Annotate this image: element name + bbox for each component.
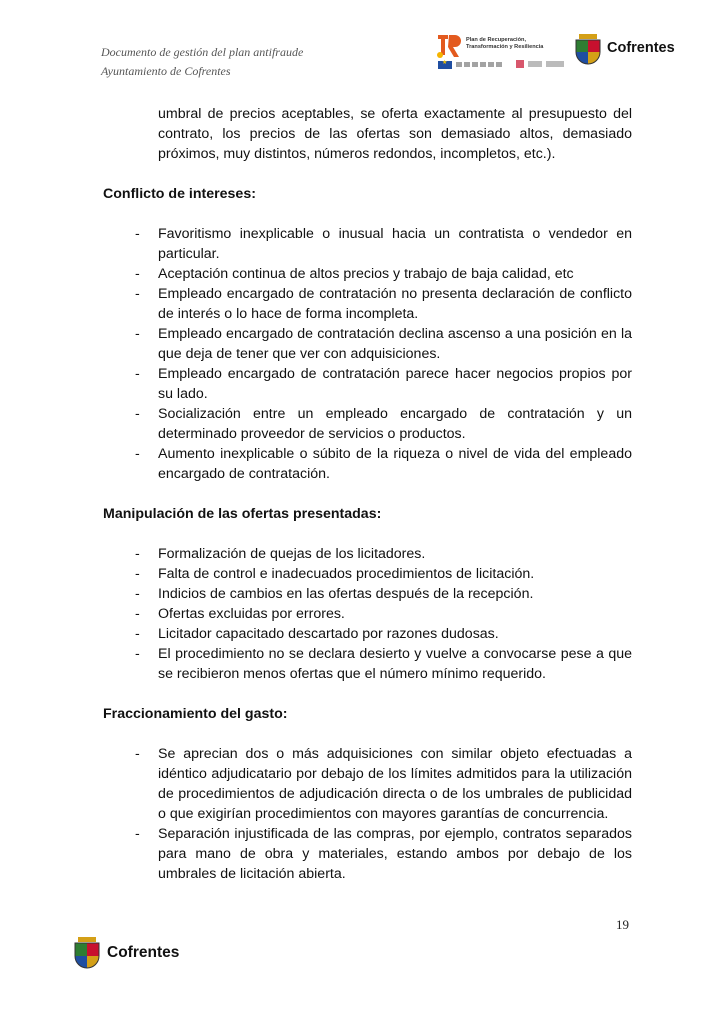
list-item: - Empleado encargado de contratación declina ascenso a una posición en la que deja de tener que ver con adquisiciones. bbox=[135, 326, 632, 362]
list-item: - Empleado encargado de contratación no presenta declaración de conflicto de interés o lo hace de forma incompleta. bbox=[135, 286, 632, 322]
list-item: - Socialización entre un empleado encargado de contratación y un determinado proveedor de servicios o productos. bbox=[135, 406, 632, 442]
bullet-dash: - bbox=[135, 646, 140, 662]
prtr-logo bbox=[436, 33, 568, 69]
section-title: Manipulación de las ofertas presentadas: bbox=[103, 506, 382, 522]
document-body bbox=[103, 104, 632, 884]
page-number: 19 bbox=[616, 917, 629, 932]
list-item: - Formalización de quejas de los licitadores. bbox=[135, 546, 426, 562]
prtr-text bbox=[466, 37, 543, 51]
prtr-line-2: Transformación y Resiliencia bbox=[466, 44, 544, 50]
list-item: - Se aprecian dos o más adquisiciones con similar objeto efectuadas a idéntico adjudicatario por debajo de los límites admitidos para la utilización de procedimientos de adjudicación directa o de los umbrales de publicidad o que exigirían procedimientos con mayores garantías de concurrencia. bbox=[135, 746, 632, 822]
bullet-dash: - bbox=[135, 226, 140, 242]
section-conflict-of-interest bbox=[103, 184, 632, 484]
list-item: - Separación injustificada de las compras, por ejemplo, contratos separados para mano de obra y materiales, estando ambos por debajo de los umbrales de licitación abierta. bbox=[135, 826, 632, 882]
ministry-logos bbox=[516, 59, 566, 69]
prtr-line-1: Plan de Recuperación, bbox=[466, 37, 526, 43]
bullet-dash: - bbox=[135, 586, 140, 602]
bullet-dash: - bbox=[135, 546, 140, 562]
header-document-title: Documento de gestión del plan antifraude bbox=[101, 45, 304, 59]
section-title: Fraccionamiento del gasto: bbox=[103, 706, 288, 722]
list-item: - Ofertas excluidas por errores. bbox=[135, 606, 345, 622]
bullet-dash: - bbox=[135, 826, 140, 842]
list-item: - Licitador capacitado descartado por razones dudosas. bbox=[135, 626, 499, 642]
item-list bbox=[103, 744, 632, 884]
list-item: - El procedimiento no se declara desierto y vuelve a convocarse pese a que se recibieron menos ofertas que el número mínimo requerido. bbox=[135, 646, 632, 682]
document-header bbox=[101, 43, 303, 81]
bullet-dash: - bbox=[135, 746, 140, 762]
list-item: - Favoritismo inexplicable o inusual hacia un contratista o vendedor en particular. bbox=[135, 226, 632, 262]
list-item: - Aceptación continua de altos precios y trabajo de baja calidad, etc bbox=[135, 266, 574, 282]
list-item: - Aumento inexplicable o súbito de la riqueza o nivel de vida del empleado encargado de contratación. bbox=[135, 446, 632, 482]
cofrentes-crest-icon bbox=[72, 937, 102, 971]
bullet-dash: - bbox=[135, 326, 140, 342]
bullet-dash: - bbox=[135, 626, 140, 642]
bullet-dash: - bbox=[135, 286, 140, 302]
list-item: - Empleado encargado de contratación parece hacer negocios propios por su lado. bbox=[135, 366, 632, 402]
list-item: - Indicios de cambios en las ofertas después de la recepción. bbox=[135, 586, 534, 602]
item-list bbox=[103, 224, 632, 484]
bullet-dash: - bbox=[135, 606, 140, 622]
government-logo-strip bbox=[456, 62, 504, 67]
section-title: Conflicto de intereses: bbox=[103, 186, 256, 202]
bullet-dash: - bbox=[135, 446, 140, 462]
list-item: - Falta de control e inadecuados procedimientos de licitación. bbox=[135, 566, 535, 582]
cofrentes-crest-icon bbox=[573, 34, 603, 66]
section-expense-splitting bbox=[103, 704, 632, 884]
footer-brand-name: Cofrentes bbox=[107, 944, 180, 961]
header-organization: Ayuntamiento de Cofrentes bbox=[101, 64, 231, 78]
header-brand-name: Cofrentes bbox=[607, 40, 675, 56]
bullet-dash: - bbox=[135, 366, 140, 382]
section-bid-manipulation bbox=[103, 504, 632, 684]
bullet-dash: - bbox=[135, 566, 140, 582]
bullet-dash: - bbox=[135, 406, 140, 422]
prtr-tr-icon bbox=[436, 33, 462, 61]
continued-paragraph: umbral de precios aceptables, se oferta exactamente al presupuesto del contrato, los precios de las ofertas son demasiado altos, demasiado próximos, muy distintos, números redondos, incompletos, etc.). bbox=[158, 106, 632, 162]
bullet-dash: - bbox=[135, 266, 140, 282]
item-list bbox=[103, 544, 632, 684]
eu-flag-icon bbox=[438, 61, 452, 69]
